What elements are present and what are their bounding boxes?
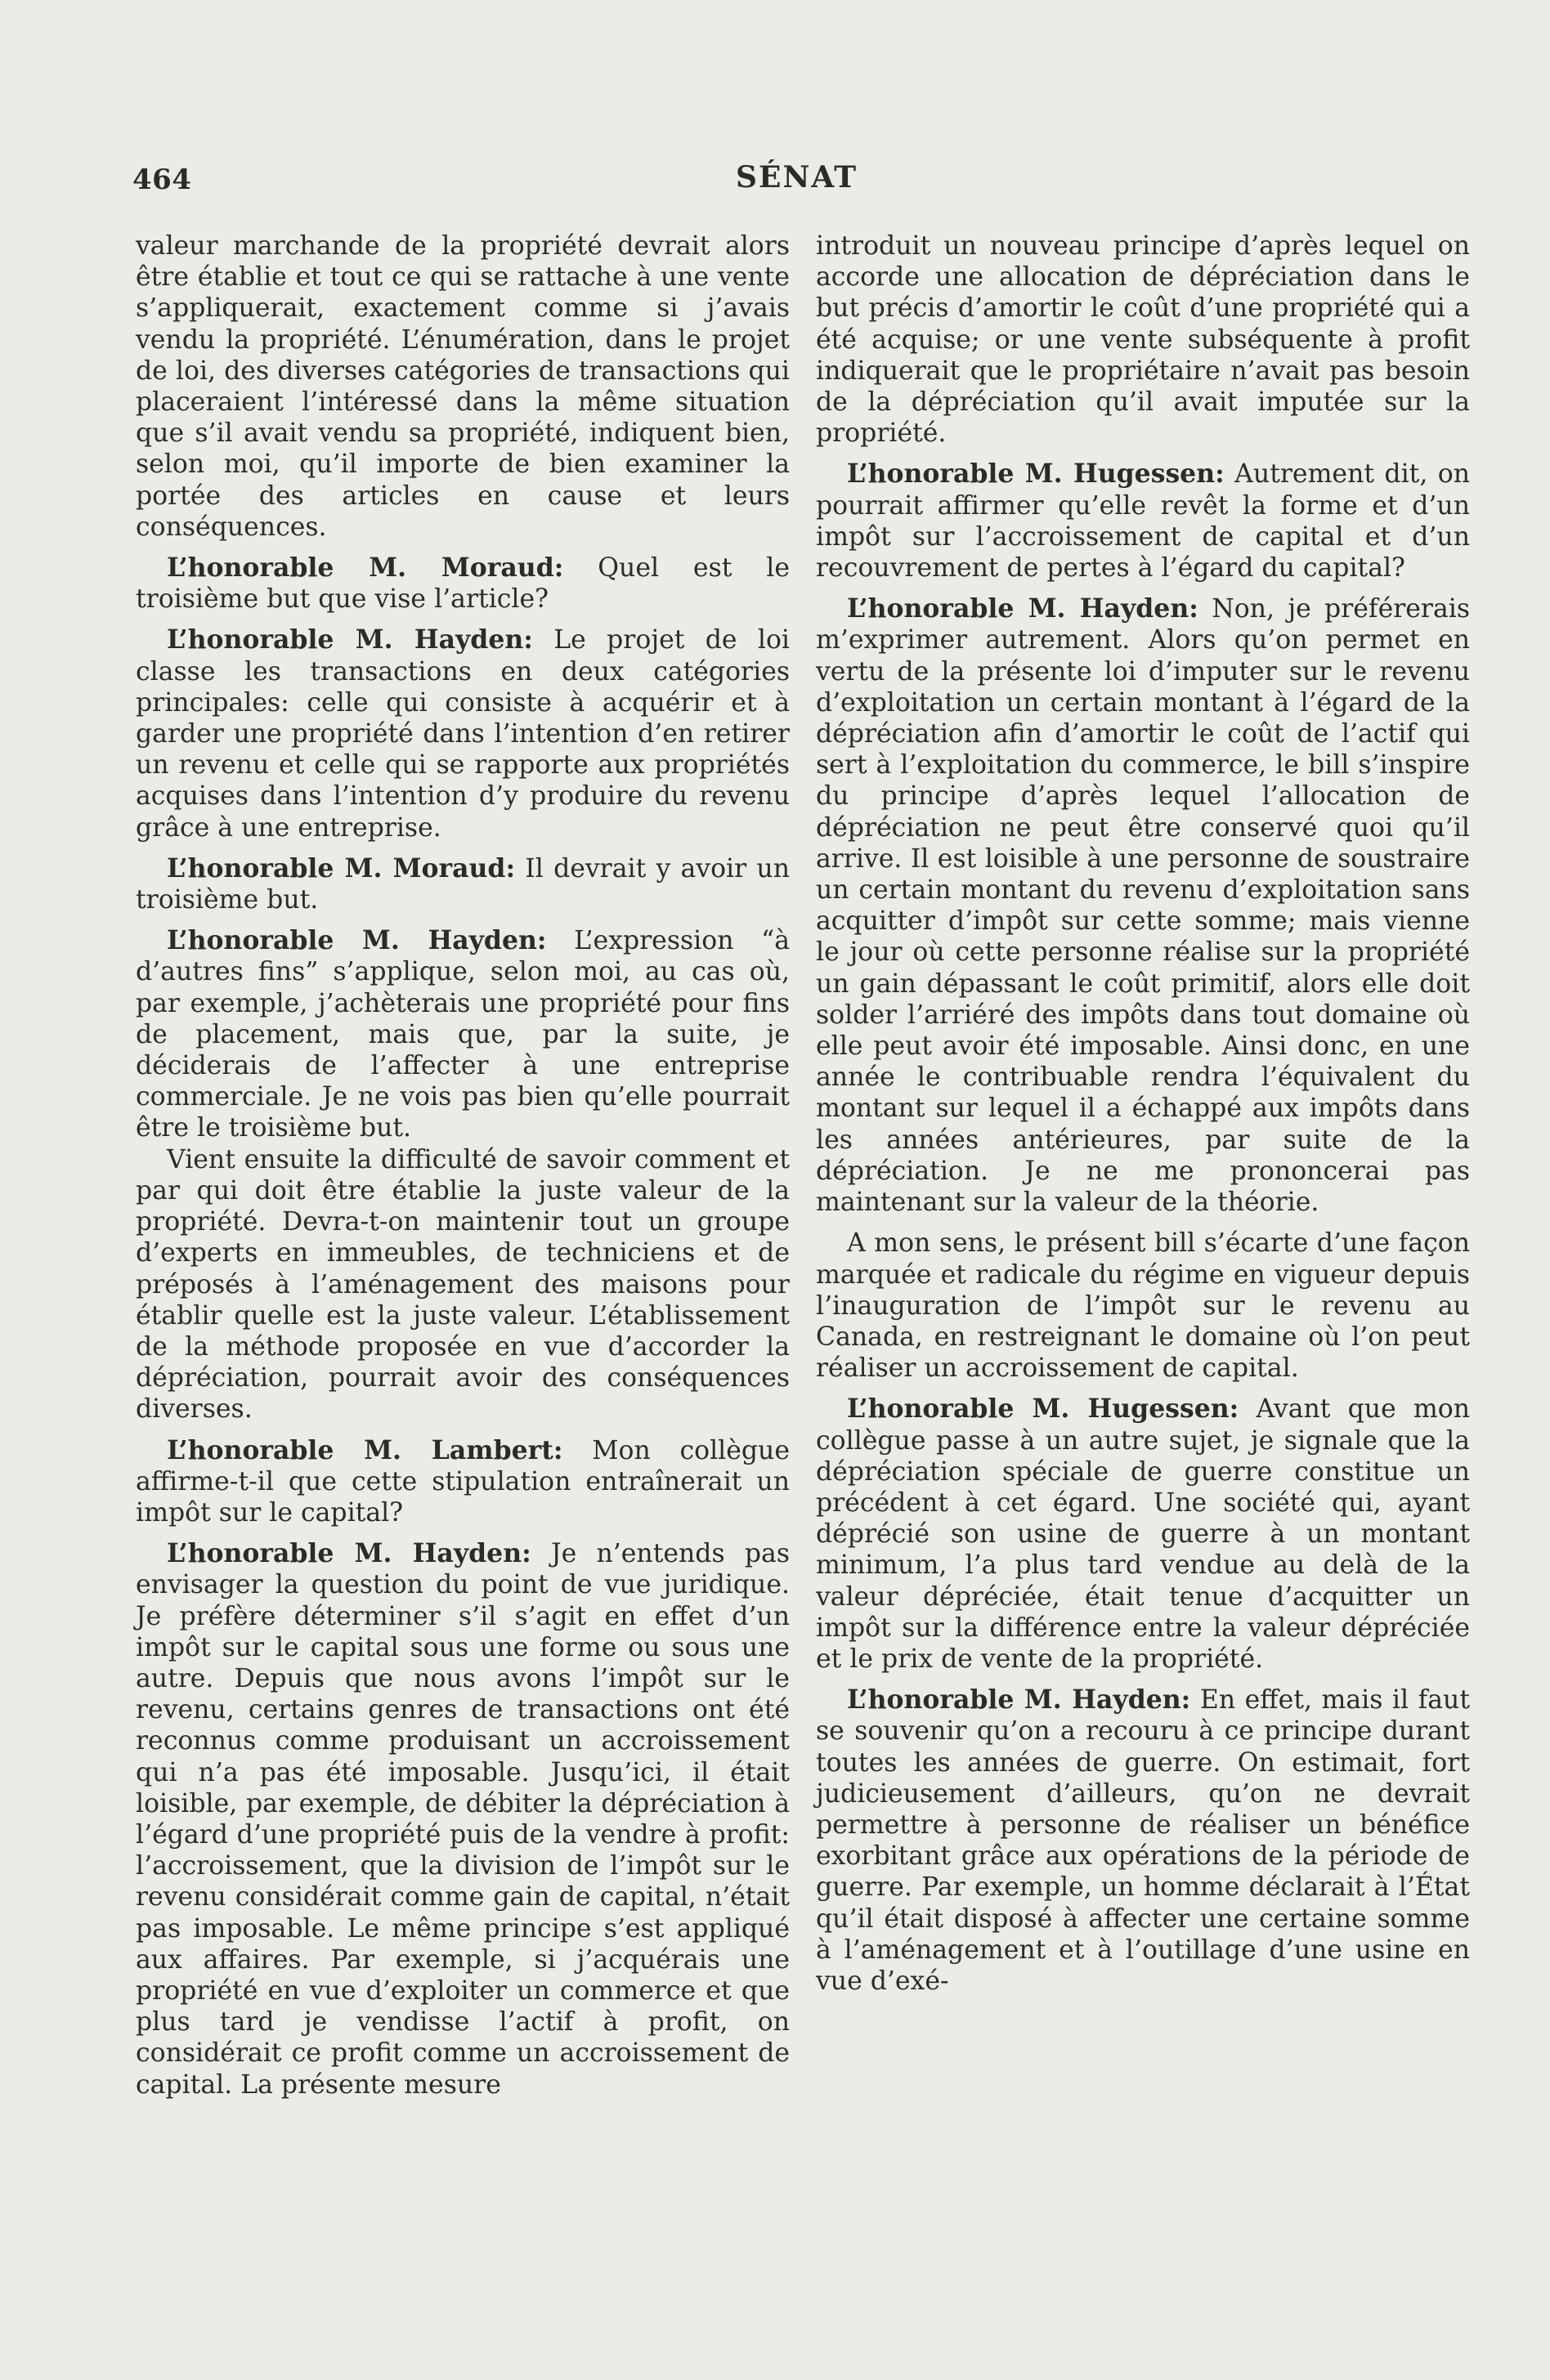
speaker-name: L’honorable M. Hayden: [847, 1684, 1191, 1716]
speaker-name: L’honorable M. Hugessen: [847, 459, 1225, 490]
paragraph [816, 1684, 1470, 1997]
paragraph-text: valeur marchande de la propriété devrait alors être établie et tout ce qui se rattache à une vente s’appliquerait, exactement comme si j’avais vendu la propriété. L’énumération, dans le projet de loi, des diverses catégories de transactions qui placeraient l’intéressé dans la même situation que s’il avait vendu sa propriété, indiquent bien, selon moi, qu’il importe de bien examiner la portée des articles en cause et leurs conséquences. [136, 231, 790, 542]
paragraph [816, 593, 1470, 1218]
paragraph-text: introduit un nouveau principe d’après lequel on accorde une allocation de dépréciation dans le but précis d’amortir le coût d’une propriété qui a été acquise; or une vente subséquente à profit indiquerait que le propriétaire n’avait pas besoin de la dépréciation qu’il avait imputée sur la propriété. [816, 231, 1470, 449]
paragraph-text: Il devrait y avoir un troisième but. [136, 853, 790, 915]
speaker-name: L’honorable M. Hayden: [847, 593, 1198, 624]
speaker-name: L’honorable M. Hugessen: [847, 1394, 1239, 1425]
paragraph-text: Je n’entends pas envisager la question du point de vue juridique. Je préfère déterminer s’il s’agit en effet d’un impôt sur le capital sous une forme ou sous une autre. Depuis que nous avons l’impôt sur le revenu, certains genres de transactions ont été reconnus comme produisant un accroissement qui n’a pas été imposable. Jusqu’ici, il était loisible, par exemple, de débiter la dépréciation à l’égard d’une propriété puis de la vendre à profit: l’accroissement, que la division de l’impôt sur le revenu considérait comme gain de capital, n’était pas imposable. Le même principe s’est appliqué aux affaires. Par exemple, si j’acquérais une propriété en vue d’exploiter un commerce et que plus tard je vendisse l’actif à profit, on considérait ce profit comme un accroissement de capital. La présente mesure [136, 1539, 790, 2100]
paragraph [816, 1228, 1470, 1384]
paragraph [136, 230, 790, 543]
paragraph [136, 1144, 790, 1425]
paragraph [136, 1538, 790, 2100]
page-number: 464 [132, 163, 192, 196]
speaker-name: L’honorable M. Moraud: [167, 852, 516, 884]
running-head: SÉNAT [736, 160, 858, 195]
paragraph [136, 853, 790, 915]
paragraph [816, 459, 1470, 584]
speaker-name: L’honorable M. Lambert: [167, 1434, 563, 1465]
paragraph-text: Vient ensuite la difficulté de savoir comment et par qui doit être établie la juste valeur de la propriété. Devra-t-on maintenir tout un groupe d’experts en immeubles, de techniciens et de préposés à l’aménagement des maisons pour établir quelle est la juste valeur. L’établissement de la méthode proposée en vue d’accorder la dépréciation, pourrait avoir des conséquences diverses. [136, 1144, 790, 1425]
speaker-name: L’honorable M. Hayden: [167, 1538, 531, 1569]
paragraph-text: Mon collègue affirme-t-il que cette stipulation entraînerait un impôt sur le capital? [136, 1435, 790, 1528]
paragraph-text: Le projet de loi classe les transactions en deux catégories principales: celle qui consiste à acquérir et à garder une propriété dans l’intention d’en retirer un revenu et celle qui se rapporte aux propriétés acquises dans l’intention d’y produire du revenu grâce à une entreprise. [136, 625, 790, 843]
paragraph [816, 230, 1470, 449]
speaker-name: L’honorable M. Hayden: [167, 925, 547, 956]
paragraph-text: Avant que mon collègue passe à un autre sujet, je signale que la dépréciation spéciale de guerre constitue un précédent à cet égard. Une société qui, ayant déprécié son usine de guerre à un montant minimum, l’a plus tard vendue au delà de la valeur dépréciée, était tenue d’acquitter un impôt sur la différence entre la valeur dépréciée et le prix de vente de la propriété. [816, 1394, 1470, 1674]
paragraph-text: A mon sens, le présent bill s’écarte d’une façon marquée et radicale du régime en vigueur depuis l’inauguration de l’impôt sur le revenu au Canada, en restreignant le domaine où l’on peut réaliser un accroissement de capital. [816, 1228, 1470, 1384]
paragraph-text: Quel est le troisième but que vise l’article? [136, 553, 790, 615]
speaker-name: L’honorable M. Hayden: [167, 624, 533, 655]
paragraph-text: L’expression “à d’autres fins” s’applique, selon moi, au cas où, par exemple, j’achèterais une propriété pour fins de placement, mais que, par la suite, je déciderais de l’affecter à une entreprise commerciale. Je ne vois pas bien qu’elle pourrait être le troisième but. [136, 926, 790, 1143]
paragraph [136, 624, 790, 843]
paragraph-text: Autrement dit, on pourrait affirmer qu’elle revêt la forme et d’un impôt sur l’accroissement de capital et d’un recouvrement de pertes à l’égard du capital? [816, 459, 1470, 584]
paragraph [136, 552, 790, 615]
paragraph [136, 925, 790, 1143]
paragraph-text: En effet, mais il faut se souvenir qu’on a recouru à ce principe durant toutes les années de guerre. On estimait, fort judicieusement d’ailleurs, qu’on ne devrait permettre à personne de réaliser un bénéfice exorbitant grâce aux opérations de la période de guerre. Par exemple, un homme déclarait à l’État qu’il était disposé à affecter une certaine somme à l’aménagement et à l’outillage d’une usine en vue d’exé- [816, 1685, 1470, 1996]
paragraph [136, 1435, 790, 1529]
paragraph-text: Non, je préférerais m’exprimer autrement. Alors qu’on permet en vertu de la présente loi d’imputer sur le revenu d’exploitation un certain montant à l’égard de la dépréciation afin d’amortir le coût de l’actif qui sert à l’exploitation du commerce, le bill s’inspire du principe d’après lequel l’allocation de dépréciation ne peut être conservé quoi qu’il arrive. Il est loisible à une personne de soustraire un certain montant du revenu d’exploitation sans acquitter d’impôt sur cette somme; mais vienne le jour où cette personne réalise sur la propriété un gain dépassant le coût primitif, alors elle doit solder l’arriéré des impôts dans tout domaine où elle peut avoir été imposable. Ainsi donc, en une année le contribuable rendra l’équivalent du montant sur lequel il a échappé aux impôts dans les années antérieures, par suite de la dépréciation. Je ne me prononcerai pas maintenant sur la valeur de la théorie. [816, 594, 1470, 1218]
left-column [136, 230, 790, 2110]
paragraph [816, 1394, 1470, 1675]
speaker-name: L’honorable M. Moraud: [167, 552, 564, 584]
right-column [816, 230, 1470, 2006]
